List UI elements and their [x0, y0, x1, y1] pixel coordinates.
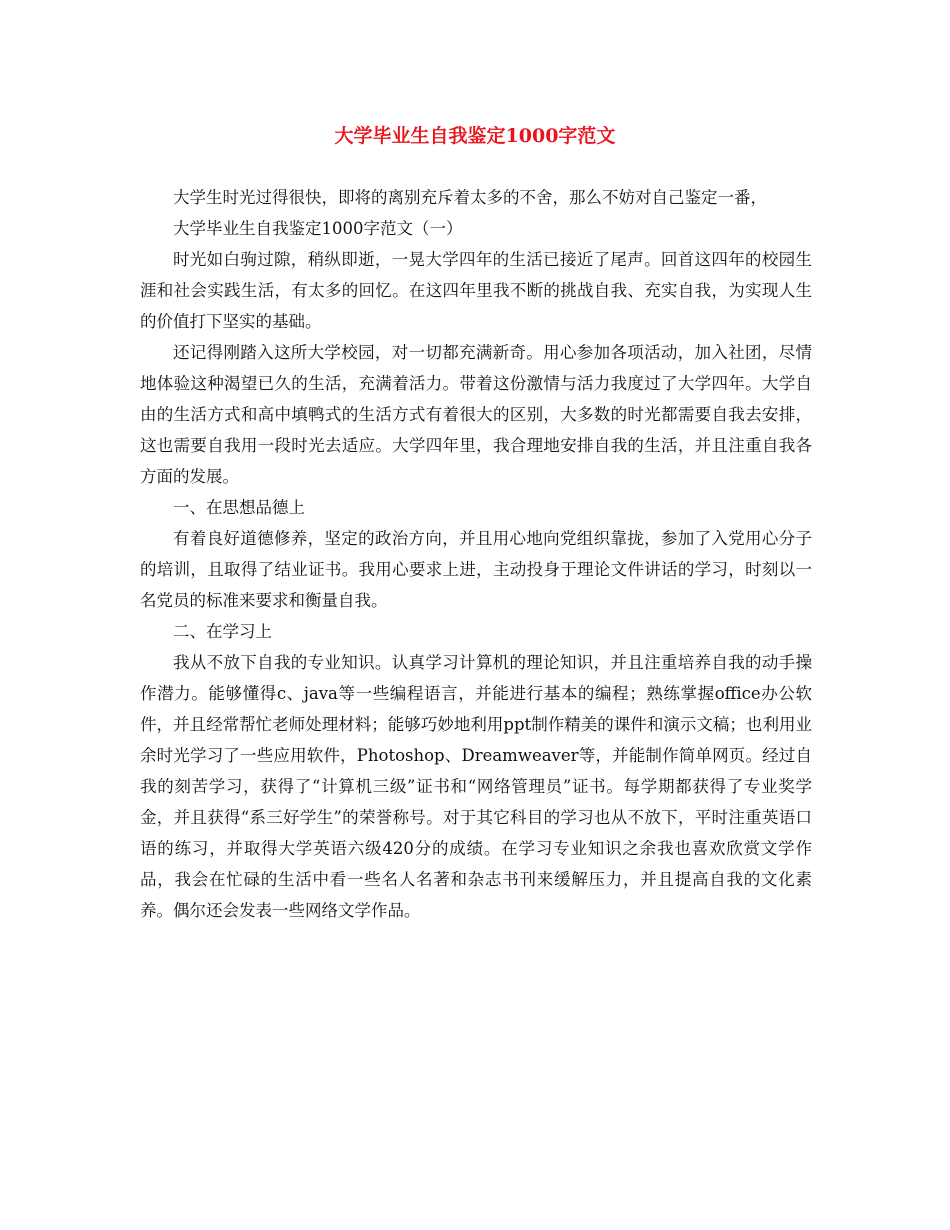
paragraph-campus-life: 还记得刚踏入这所大学校园，对一切都充满新奇。用心参加各项活动，加入社团，尽情地体验这种渴望已久的生活，充满着活力。带着这份激情与活力我度过了大学四年。大学自由的生活方式和高中填鸭式的生活方式有着很大的区别，大多数的时光都需要自我去安排，这也需要自我用一段时光去适应。大学四年里，我合理地安排自我的生活，并且注重自我各方面的发展。 [140, 343, 812, 486]
paragraph-intro: 大学生时光过得很快，即将的离别充斥着太多的不舍，那么不妨对自己鉴定一番， [173, 188, 767, 207]
document-body [140, 182, 812, 926]
paragraph-subtitle: 大学毕业生自我鉴定1000字范文（一） [173, 219, 463, 238]
paragraph-time: 时光如白驹过隙，稍纵即逝，一晃大学四年的生活已接近了尾声。回首这四年的校园生涯和社会实践生活，有太多的回忆。在这四年里我不断的挑战自我、充实自我，为实现人生的价值打下坚实的基础。 [140, 250, 812, 331]
paragraph-study: 我从不放下自我的专业知识。认真学习计算机的理论知识，并且注重培养自我的动手操作潜力。能够懂得c、java等一些编程语言，并能进行基本的编程；熟练掌握office办公软件，并且经常帮忙老师处理材料；能够巧妙地利用ppt制作精美的课件和演示文稿；也利用业余时光学习了一些应用软件，Photoshop、Dreamweaver等，并能制作简单网页。经过自我的刻苦学习，获得了“计算机三级”证书和“网络管理员”证书。每学期都获得了专业奖学金，并且获得“系三好学生”的荣誉称号。对于其它科目的学习也从不放下，平时注重英语口语的练习，并取得大学英语六级420分的成绩。在学习专业知识之余我也喜欢欣赏文学作品，我会在忙碌的生活中看一些名人名著和杂志书刊来缓解压力，并且提高自我的文化素养。偶尔还会发表一些网络文学作品。 [140, 653, 812, 920]
document-title: 大学毕业生自我鉴定1000字范文 [334, 125, 616, 147]
section-heading-ideology: 一、在思想品德上 [173, 498, 305, 517]
paragraph-ideology: 有着良好道德修养，坚定的政治方向，并且用心地向党组织靠拢，参加了入党用心分子的培训，且取得了结业证书。我用心要求上进，主动投身于理论文件讲话的学习，时刻以一名党员的标准来要求和衡量自我。 [140, 529, 812, 610]
section-heading-study: 二、在学习上 [173, 622, 272, 641]
